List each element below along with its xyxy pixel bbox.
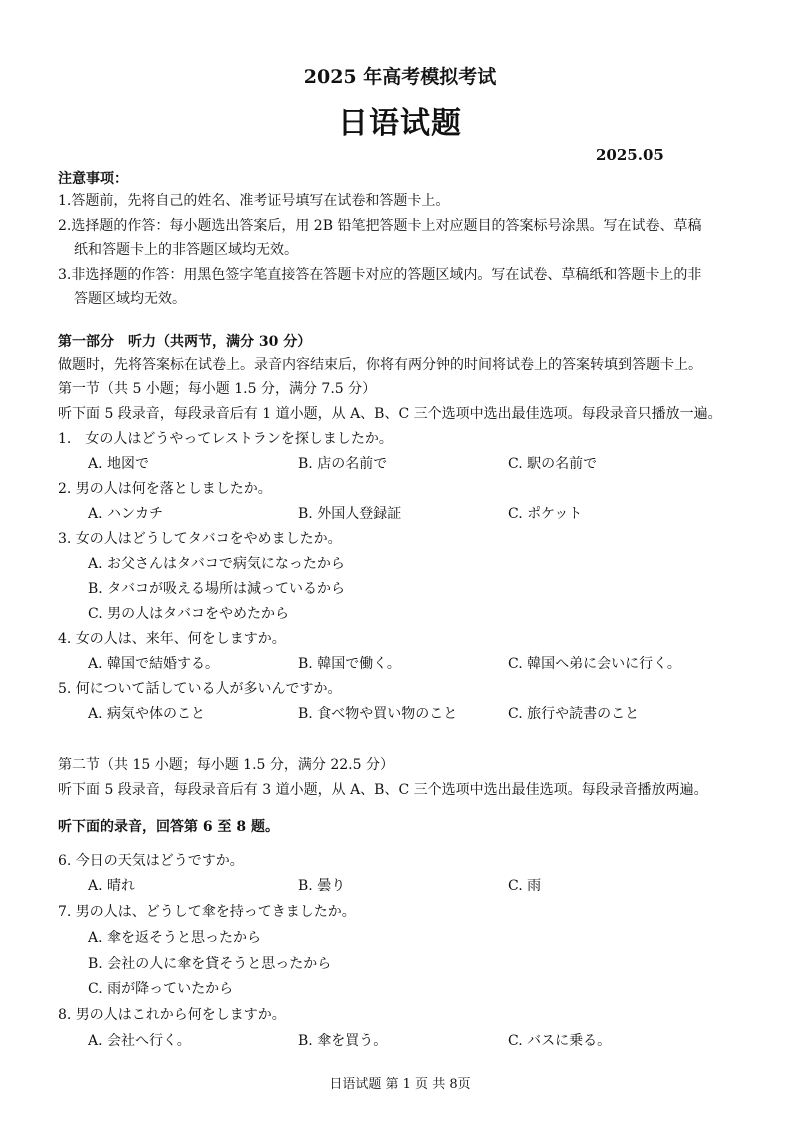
notice-item-3-cont: 答题区域均无效。 — [74, 291, 186, 307]
question-1-stem: 1. 女の人はどうやってレストランを探しましたか。 — [58, 431, 393, 447]
question-2-option-b: B. 外国人登録証 — [298, 506, 402, 522]
question-7-option-c: C. 雨が降っていたから — [88, 981, 234, 997]
question-8-stem: 8. 男の人はこれから何をしますか。 — [58, 1007, 286, 1023]
question-5-option-c: C. 旅行や読書のこと — [508, 706, 640, 722]
question-5-stem: 5. 何について話している人が多いんですか。 — [58, 681, 342, 697]
question-6-option-b: B. 曇り — [298, 878, 346, 894]
section2-instruction: 听下面 5 段录音，每段录音后有 3 道小题，从 A、B、C 三个选项中选出最佳选项。每段录音播放两遍。 — [58, 782, 708, 798]
question-6-option-c: C. 雨 — [508, 878, 542, 894]
part1-instruction: 做题时，先将答案标在试卷上。录音内容结束后，你将有两分钟的时间将试卷上的答案转填到答题卡上。 — [58, 357, 702, 373]
notice-item-3: 3.非选择题的作答：用黑色签字笔直接答在答题卡对应的答题区域内。写在试卷、草稿纸和答题卡上的非 — [58, 267, 702, 283]
part1-heading: 第一部分 听力（共两节，满分 30 分） — [58, 334, 312, 350]
question-6-option-a: A. 晴れ — [88, 878, 136, 894]
question-1-option-b: B. 店の名前で — [298, 456, 388, 472]
page-footer: 日语试题 第 1 页 共 8页 — [329, 1077, 471, 1092]
question-4-option-c: C. 韓国へ弟に会いに行く。 — [508, 656, 681, 672]
section2-subheading: 听下面的录音，回答第 6 至 8 题。 — [58, 819, 279, 835]
question-3-stem: 3. 女の人はどうしてタバコをやめましたか。 — [58, 531, 342, 547]
question-3-option-b: B. タバコが吸える場所は減っているから — [88, 581, 346, 597]
question-3-option-c: C. 男の人はタバコをやめたから — [88, 606, 289, 622]
section1-instruction: 听下面 5 段录音，每段录音后有 1 道小题，从 A、B、C 三个选项中选出最佳选项。每段录音只播放一遍。 — [58, 406, 722, 422]
question-5-option-a: A. 病気や体のこと — [88, 706, 206, 722]
notice-item-1: 1.答题前，先将自己的姓名、准考证号填写在试卷和答题卡上。 — [58, 193, 450, 209]
section1-heading: 第一节（共 5 小题；每小题 1.5 分，满分 7.5 分） — [58, 381, 377, 397]
question-8-option-b: B. 傘を買う。 — [298, 1033, 388, 1049]
question-8-option-a: A. 会社へ行く。 — [88, 1033, 191, 1049]
question-4-option-b: B. 韓国で働く。 — [298, 656, 401, 672]
exam-date: 2025.05 — [596, 146, 664, 164]
notice-heading: 注意事项： — [58, 171, 128, 187]
section2-heading: 第二节（共 15 小题；每小题 1.5 分，满分 22.5 分） — [58, 757, 394, 773]
subject-title: 日语试题 — [338, 106, 462, 141]
question-6-stem: 6. 今日の天気はどうですか。 — [58, 853, 244, 869]
notice-item-2: 2.选择题的作答：每小题选出答案后，用 2B 铅笔把答题卡上对应题目的答案标号涂黑。写在试卷、草稿 — [58, 218, 702, 234]
question-5-option-b: B. 食べ物や買い物のこと — [298, 706, 458, 722]
question-7-option-a: A. 傘を返そうと思ったから — [88, 930, 262, 946]
question-4-stem: 4. 女の人は、来年、何をしますか。 — [58, 631, 286, 647]
question-1-option-a: A. 地図で — [88, 456, 150, 472]
exam-title: 2025 年高考模拟考试 — [303, 66, 497, 88]
question-8-option-c: C. バスに乗る。 — [508, 1033, 612, 1049]
question-4-option-a: A. 韓国で結婚する。 — [88, 656, 220, 672]
question-2-option-c: C. ポケット — [508, 506, 583, 522]
question-2-stem: 2. 男の人は何を落としましたか。 — [58, 481, 272, 497]
question-7-option-b: B. 会社の人に傘を貸そうと思ったから — [88, 956, 332, 972]
question-2-option-a: A. ハンカチ — [88, 506, 164, 522]
notice-item-2-cont: 纸和答题卡上的非答题区域均无效。 — [74, 242, 298, 258]
question-1-option-c: C. 駅の名前で — [508, 456, 598, 472]
question-3-option-a: A. お父さんはタバコで病気になったから — [88, 556, 345, 572]
question-7-stem: 7. 男の人は、どうして傘を持ってきましたか。 — [58, 904, 356, 920]
